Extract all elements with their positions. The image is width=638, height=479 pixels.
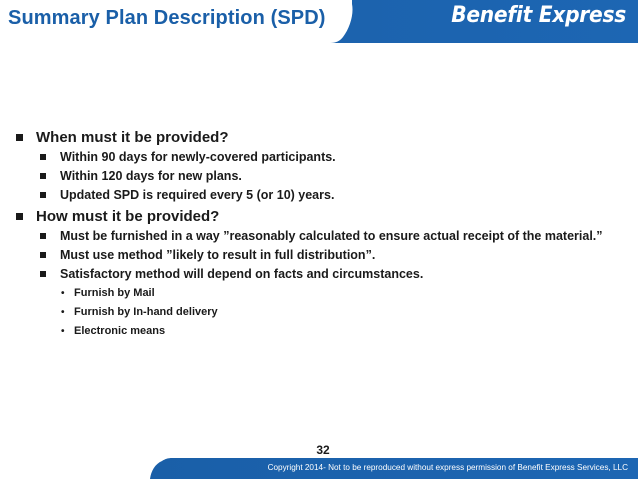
sub-sub-bullet-text: Furnish by In-hand delivery [74, 306, 218, 318]
square-bullet-icon [40, 271, 46, 277]
sub-sub-bullet [14, 305, 624, 319]
square-bullet-icon [40, 154, 46, 160]
sub-bullet-text: Within 120 days for new plans. [60, 169, 242, 183]
square-bullet-icon [40, 252, 46, 258]
bullet-text: How must it be provided? [36, 208, 220, 225]
sub-bullet-text: Updated SPD is required every 5 (or 10) years. [60, 188, 335, 202]
page-number: 32 [316, 443, 330, 457]
sub-sub-bullet-text: Furnish by Mail [74, 287, 155, 299]
sub-bullet-text: Satisfactory method will depend on facts and circumstances. [60, 267, 424, 281]
sub-bullet [14, 248, 624, 263]
square-bullet-icon [40, 173, 46, 179]
square-bullet-icon [16, 134, 23, 141]
bullet-when [14, 128, 624, 147]
square-bullet-icon [16, 213, 23, 220]
bullet-how [14, 207, 624, 226]
dot-bullet-icon: • [61, 326, 65, 337]
sub-bullet [14, 267, 624, 282]
bullet-text: When must it be provided? [36, 129, 229, 146]
sub-sub-bullet [14, 324, 624, 338]
sub-bullet [14, 169, 624, 184]
sub-bullet-text: Must be furnished in a way ”reasonably calculated to ensure actual receipt of the material.” [60, 229, 603, 243]
sub-bullet [14, 229, 624, 244]
copyright-notice: Copyright 2014- Not to be reproduced without express permission of Benefit Express Services, LLC [267, 463, 628, 472]
slide-title: Summary Plan Description (SPD) [8, 7, 326, 29]
sub-bullet [14, 150, 624, 165]
dot-bullet-icon: • [61, 288, 65, 299]
brand-logo: Benefit Express [451, 3, 626, 28]
sub-bullet-text: Within 90 days for newly-covered participants. [60, 150, 336, 164]
sub-bullet [14, 188, 624, 203]
dot-bullet-icon: • [61, 307, 65, 318]
slide-content [14, 128, 624, 343]
sub-sub-bullet [14, 286, 624, 300]
sub-bullet-text: Must use method ”likely to result in full distribution”. [60, 248, 376, 262]
square-bullet-icon [40, 192, 46, 198]
square-bullet-icon [40, 233, 46, 239]
sub-sub-bullet-text: Electronic means [74, 325, 166, 337]
